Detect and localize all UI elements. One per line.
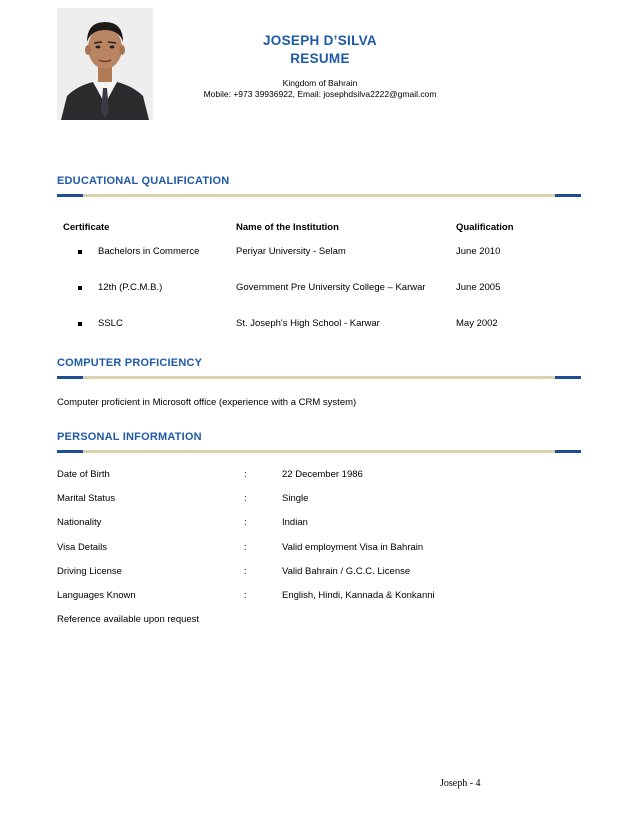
profile-photo — [57, 8, 153, 120]
personal-label: Visa Details — [57, 542, 107, 553]
personal-value: 22 December 1986 — [282, 469, 363, 480]
section-divider — [57, 450, 581, 454]
personal-value: English, Hindi, Kannada & Konkanni — [282, 590, 435, 601]
personal-value: Valid Bahrain / G.C.C. License — [282, 566, 411, 577]
separator: : — [244, 493, 247, 504]
education-institution: Government Pre University College – Karwar — [236, 282, 426, 293]
location-line: Kingdom of Bahrain — [282, 78, 358, 88]
education-section-title: EDUCATIONAL QUALIFICATION — [57, 175, 230, 187]
reference-note: Reference available upon request — [57, 614, 200, 625]
personal-section-title: PERSONAL INFORMATION — [57, 431, 202, 443]
certificate-column-header: Certificate — [63, 222, 110, 233]
section-divider — [57, 194, 581, 198]
bullet-icon — [78, 322, 82, 326]
personal-label: Marital Status — [57, 493, 116, 504]
bullet-icon — [78, 286, 82, 290]
education-certificate: 12th (P.C.M.B.) — [98, 282, 163, 293]
institution-column-header: Name of the Institution — [236, 222, 339, 233]
section-divider — [57, 376, 581, 380]
education-institution: Periyar University - Selam — [236, 246, 346, 257]
education-date: June 2010 — [456, 246, 501, 257]
separator: : — [244, 566, 247, 577]
contact-line: Mobile: +973 39936922, Email: josephdsilva2222@gmail.com — [203, 89, 437, 99]
personal-label: Date of Birth — [57, 469, 110, 480]
resume-name: JOSEPH D’SILVA — [263, 33, 377, 48]
separator: : — [244, 590, 247, 601]
education-date: May 2002 — [456, 318, 498, 329]
computer-section-title: COMPUTER PROFICIENCY — [57, 357, 203, 369]
personal-label: Languages Known — [57, 590, 136, 601]
personal-label: Nationality — [57, 517, 102, 528]
education-date: June 2005 — [456, 282, 501, 293]
education-certificate: SSLC — [98, 318, 123, 329]
page-footer: Joseph - 4 — [440, 778, 481, 789]
computer-proficiency-text: Computer proficient in Microsoft office (experience with a CRM system) — [57, 397, 357, 408]
personal-label: Driving License — [57, 566, 122, 577]
resume-title: RESUME — [290, 51, 350, 66]
personal-value: Single — [282, 493, 309, 504]
portrait-image — [57, 8, 153, 120]
separator: : — [244, 517, 247, 528]
separator: : — [244, 542, 247, 553]
qualification-column-header: Qualification — [456, 222, 514, 233]
bullet-icon — [78, 250, 82, 254]
personal-value: Indian — [282, 517, 308, 528]
education-institution: St. Joseph's High School - Karwar — [236, 318, 380, 329]
personal-value: Valid employment Visa in Bahrain — [282, 542, 424, 553]
separator: : — [244, 469, 247, 480]
education-certificate: Bachelors in Commerce — [98, 246, 200, 257]
